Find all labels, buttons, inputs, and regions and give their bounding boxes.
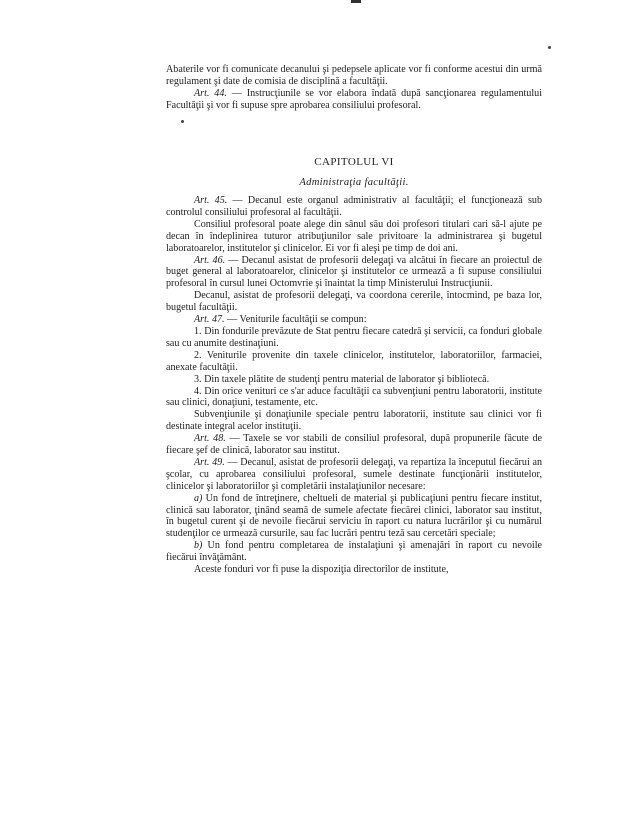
list-item — [166, 493, 542, 541]
paragraph — [166, 219, 542, 255]
list-item — [166, 540, 542, 564]
paragraph-text: 4. Din orice venituri ce s'ar aduce facultăţii ca subvenţiuni pentru laboratorii, institute sau clinici, donaţiuni, testamente, etc. — [166, 385, 542, 409]
main-text-block — [166, 195, 542, 576]
paragraph-text: Subvenţiunile şi donaţiunile speciale pentru laboratorii, institute sau clinici vor fi destinate integral acelor instituţii. — [166, 409, 542, 433]
article-label: Art. 45. — [194, 195, 228, 206]
paragraph-text: Un fond pentru completarea de instalaţiuni şi amenajări în raport cu nevoile fiecărui învăţământ. — [166, 540, 542, 564]
article-label: Art. 49. — [194, 456, 225, 468]
paragraph — [166, 457, 542, 493]
list-item — [166, 374, 542, 386]
paragraph-text: — Decanul este organul administrativ al facultăţii; el funcţionează sub controlul consiliului profesoral al facultăţii. — [166, 195, 542, 218]
paragraph-text: — Decanul asistat de profesorii delegaţi va alcătui în fiecare an proiectul de buget general al laboratoarelor, clinicelor şi institutelor ce urmează a fi supuse consiliului profesoral în cursul lunei Octomvrie şi înaintat la timp Ministerului Instrucţiunii. — [166, 254, 542, 290]
item-label: b) — [194, 540, 203, 552]
scan-mark — [351, 0, 361, 3]
paragraph — [166, 255, 542, 291]
paragraph — [166, 88, 542, 112]
list-item — [166, 386, 542, 410]
paragraph-text: Aceste fonduri vor fi puse la dispoziţia directorilor de institute, — [194, 564, 449, 576]
list-item — [166, 326, 542, 350]
scan-speck — [181, 120, 184, 123]
list-item — [166, 350, 542, 374]
article-label: Art. 47. — [194, 314, 225, 326]
paragraph-text: Consiliul profesoral poate alege din sânul său doi profesori titulari cari să-l ajute pe decan în îndeplinirea tuturor atribuţiunilor sale privitoare la administrarea şi bugetul laboratoarelor, institutelor şi clinicelor. Ei vor fi aleşi pe timp de doi ani. — [166, 218, 542, 254]
paragraph-text: 1. Din fondurile prevăzute de Stat pentru fiecare catedră şi servicii, ca fonduri globale sau cu anumite destinaţiuni. — [166, 325, 542, 349]
paragraph — [166, 195, 542, 219]
paragraph — [166, 564, 542, 576]
paragraph — [166, 409, 542, 433]
paragraph-text: — Taxele se vor stabili de consiliul profesoral, după propunerile făcute de fiecare şef de clinică, laborator sau institut. — [166, 433, 543, 457]
paragraph — [166, 314, 542, 326]
article-label: Art. 44. — [194, 87, 227, 99]
paragraph-text: Un fond de întreţinere, cheltueli de material şi publicaţiuni pentru fiecare institut, clinică sau laborator, ţinând seamă de sumele afectate fiecărei clinici, laborator sau institut, în bugetul curent şi de nevoile fiecărui serviciu în raport cu natura lucrărilor şi cu numărul studenţilor ce urmează cursurile, sau fac lucrări pentru teză sau cercetări speciale; — [166, 492, 542, 540]
paragraph — [166, 433, 542, 457]
scan-speck — [548, 46, 551, 49]
paragraph — [166, 290, 542, 314]
article-label: Art. 48. — [194, 433, 226, 445]
section-heading: Administraţia facultăţii. — [299, 177, 409, 188]
item-label: a) — [194, 492, 203, 504]
article-label: Art. 46. — [194, 254, 226, 266]
paragraph-text: Decanul, asistat de profesorii delegaţi, va coordona cererile, întocmind, pe baza lor, bugetul facultăţii. — [166, 290, 542, 314]
paragraph — [166, 64, 542, 88]
paragraph-text: — Decanul, asistat de profesorii delegaţi, va repartiza la începutul fiecărui an şcolar, cu aprobarea consiliului profesoral, sumele destinate funcţionării institutelor, clinicelor şi laboratoriilor şi completării instalaţiunilor necesare: — [166, 456, 542, 492]
paragraph-text: — Instrucţiunile se vor elabora îndată după sancţionarea regulamentului Facultăţii şi vor fi supuse spre aprobarea consiliului profesoral. — [166, 87, 543, 111]
top-text-block — [166, 64, 542, 112]
paragraph-text: Abaterile vor fi comunicate decanului şi pedepsele aplicate vor fi conforme acestui din urmă regulament şi date de comisia de disciplină a facultăţii. — [166, 64, 542, 87]
paragraph-text: 3. Din taxele plătite de studenţi pentru material de laborator şi bibliotecă. — [194, 373, 490, 385]
paragraph-text: 2. Veniturile provenite din taxele clinicelor, institutelor, laboratoriilor, farmaciei, anexate facultăţii. — [166, 349, 542, 373]
chapter-heading: CAPITOLUL VI — [314, 156, 394, 168]
paragraph-text: — Veniturile facultăţii se compun: — [224, 314, 367, 326]
